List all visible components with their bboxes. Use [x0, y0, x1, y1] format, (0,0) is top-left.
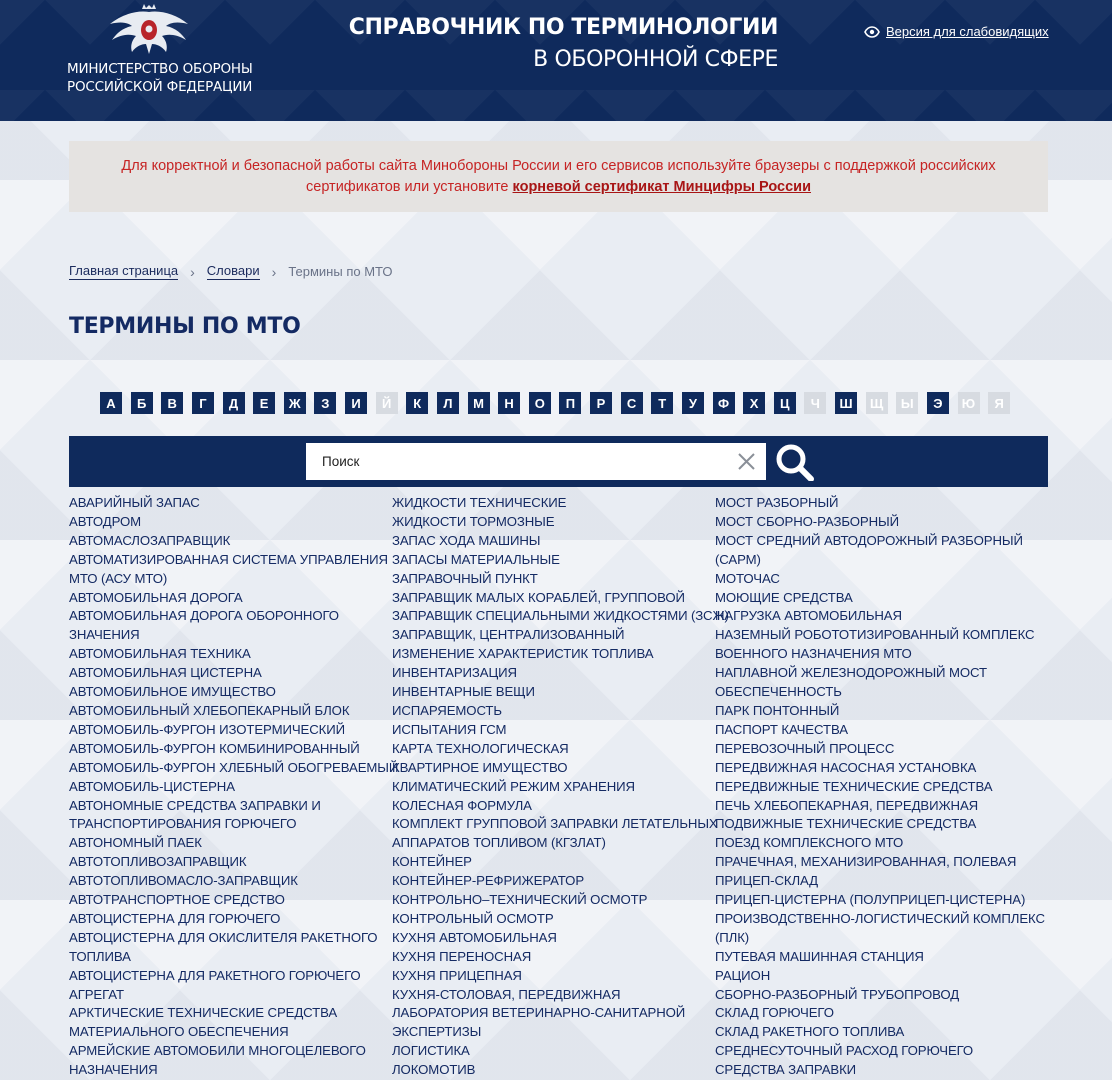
term-link[interactable]: КОМПЛЕКТ ГРУППОВОЙ ЗАПРАВКИ ЛЕТАТЕЛЬНЫХ: [392, 816, 718, 832]
alphabet-letter[interactable]: И: [345, 392, 367, 414]
terms-column-2: [392, 494, 729, 1080]
alphabet-letter[interactable]: У: [682, 392, 704, 414]
term-link[interactable]: ЗАПАСЫ МАТЕРИАЛЬНЫЕ: [392, 551, 560, 567]
alphabet-letter[interactable]: Д: [223, 392, 245, 414]
term-link[interactable]: МТО (АСУ МТО): [69, 570, 168, 586]
term-link[interactable]: СРЕДСТВА ЗАПРАВКИ: [715, 1062, 857, 1078]
term-link[interactable]: КЛИМАТИЧЕСКИЙ РЕЖИМ ХРАНЕНИЯ: [392, 778, 635, 794]
alphabet-letter[interactable]: Ф: [713, 392, 735, 414]
alphabet-letter[interactable]: Е: [253, 392, 275, 414]
term-link[interactable]: АППАРАТОВ ТОПЛИВОМ (КГЗЛАТ): [392, 835, 606, 851]
term-link[interactable]: ПРИЦЕП-ЦИСТЕРНА (ПОЛУПРИЦЕП-ЦИСТЕРНА): [715, 892, 1026, 908]
site-header: [0, 0, 1112, 121]
term-link[interactable]: ТРАНСПОРТИРОВАНИЯ ГОРЮЧЕГО: [69, 816, 297, 832]
term-link[interactable]: АВТОМОБИЛЬ-ФУРГОН КОМБИНИРОВАННЫЙ: [69, 740, 360, 756]
term-link[interactable]: АВТОЦИСТЕРНА ДЛЯ ОКИСЛИТЕЛЯ РАКЕТНОГО: [69, 929, 378, 945]
term-link[interactable]: АВТОМОБИЛЬНАЯ ДОРОГА ОБОРОННОГО: [69, 608, 339, 624]
term-link[interactable]: ИСПАРЯЕМОСТЬ: [392, 702, 502, 718]
term-link[interactable]: ЗАПРАВЩИК, ЦЕНТРАЛИЗОВАННЫЙ: [392, 627, 625, 643]
term-link[interactable]: АВТОТОПЛИВОМАСЛО-ЗАПРАВЩИК: [69, 873, 298, 889]
close-icon[interactable]: [737, 452, 756, 471]
term-link[interactable]: (ПЛК): [715, 929, 750, 945]
term-link[interactable]: АВТОЦИСТЕРНА ДЛЯ ГОРЮЧЕГО: [69, 910, 281, 926]
term-link[interactable]: АВТОМАТИЗИРОВАННАЯ СИСТЕМА УПРАВЛЕНИЯ: [69, 551, 388, 567]
search-input-value: Поиск: [322, 454, 360, 469]
accessibility-version-link[interactable]: [864, 24, 1049, 39]
notice-text: Для корректной и безопасной работы сайта Минобороны России и его сервисов используйте браузеры с поддержкой российских сертификатов или установите: [121, 158, 996, 195]
term-link[interactable]: РАЦИОН: [715, 967, 771, 983]
breadcrumb: [69, 263, 393, 280]
alphabet-letter[interactable]: К: [406, 392, 428, 414]
terms-column-3: [715, 494, 1045, 1080]
term-link[interactable]: КУХНЯ ПРИЦЕПНАЯ: [392, 967, 522, 983]
breadcrumb-home[interactable]: Главная страница: [69, 263, 179, 278]
breadcrumb-separator-icon: ›: [271, 263, 277, 280]
page-title: ТЕРМИНЫ ПО МТО: [69, 314, 301, 339]
term-link[interactable]: КОНТЕЙНЕР: [392, 854, 472, 870]
term-link[interactable]: СРЕДНЕСУТОЧНЫЙ РАСХОД ГОРЮЧЕГО: [715, 1043, 974, 1059]
alphabet-filter: [100, 392, 1019, 414]
site-title-line1: СПРАВОЧНИК ПО ТЕРМИНОЛОГИИ: [348, 15, 778, 40]
term-link[interactable]: ЭКСПЕРТИЗЫ: [392, 1024, 482, 1040]
term-link[interactable]: АВТОМОБИЛЬНАЯ ДОРОГА: [69, 589, 243, 605]
term-link[interactable]: ПЕРЕВОЗОЧНЫЙ ПРОЦЕСС: [715, 740, 895, 756]
term-link[interactable]: ЗНАЧЕНИЯ: [69, 627, 140, 643]
breadcrumb-current: Термины по МТО: [288, 264, 393, 279]
term-link[interactable]: АВТОНОМНЫЕ СРЕДСТВА ЗАПРАВКИ И: [69, 797, 321, 813]
term-link[interactable]: КАРТА ТЕХНОЛОГИЧЕСКАЯ: [392, 740, 569, 756]
term-link[interactable]: КОНТЕЙНЕР-РЕФРИЖЕРАТОР: [392, 873, 585, 889]
alphabet-letter[interactable]: Ш: [835, 392, 857, 414]
alphabet-letter: Ы: [896, 392, 918, 414]
term-link[interactable]: МОСТ СРЕДНИЙ АВТОДОРОЖНЫЙ РАЗБОРНЫЙ: [715, 532, 1023, 548]
term-link[interactable]: КОНТРОЛЬНО–ТЕХНИЧЕСКИЙ ОСМОТР: [392, 892, 648, 908]
term-link[interactable]: СБОРНО-РАЗБОРНЫЙ ТРУБОПРОВОД: [715, 986, 960, 1002]
term-link[interactable]: НАГРУЗКА АВТОМОБИЛЬНАЯ: [715, 608, 902, 624]
term-link[interactable]: НАПЛАВНОЙ ЖЕЛЕЗНОДОРОЖНЫЙ МОСТ: [715, 665, 987, 681]
term-link[interactable]: АВТОТОПЛИВОЗАПРАВЩИК: [69, 854, 247, 870]
breadcrumb-dictionaries[interactable]: Словари: [206, 263, 260, 278]
alphabet-letter: Ю: [958, 392, 980, 414]
certificate-notice: [69, 141, 1048, 212]
alphabet-letter[interactable]: Ц: [774, 392, 796, 414]
alphabet-letter[interactable]: Л: [437, 392, 459, 414]
eye-icon: [864, 26, 880, 38]
term-link[interactable]: НАЗНАЧЕНИЯ: [69, 1062, 158, 1078]
term-link[interactable]: АВТОМОБИЛЬ-ЦИСТЕРНА: [69, 778, 235, 794]
alphabet-letter[interactable]: З: [314, 392, 336, 414]
alphabet-letter[interactable]: Ж: [284, 392, 306, 414]
term-link[interactable]: ИНВЕНТАРИЗАЦИЯ: [392, 665, 517, 681]
term-link[interactable]: НАЗЕМНЫЙ РОБОТОТИЗИРОВАННЫЙ КОМПЛЕКС: [715, 627, 1035, 643]
term-link[interactable]: ПРИЦЕП-СКЛАД: [715, 873, 818, 889]
alphabet-letter[interactable]: Э: [927, 392, 949, 414]
term-link[interactable]: АВТОМАСЛОЗАПРАВЩИК: [69, 532, 231, 548]
alphabet-letter[interactable]: О: [529, 392, 551, 414]
term-link[interactable]: ПЕРЕДВИЖНАЯ НАСОСНАЯ УСТАНОВКА: [715, 759, 977, 775]
alphabet-letter[interactable]: Н: [498, 392, 520, 414]
term-link[interactable]: АРКТИЧЕСКИЕ ТЕХНИЧЕСКИЕ СРЕДСТВА: [69, 1005, 338, 1021]
alphabet-letter[interactable]: Р: [590, 392, 612, 414]
term-link[interactable]: АВТОТРАНСПОРТНОЕ СРЕДСТВО: [69, 892, 285, 908]
term-link[interactable]: АВТОМОБИЛЬ-ФУРГОН ИЗОТЕРМИЧЕСКИЙ: [69, 721, 346, 737]
term-link[interactable]: ПРОИЗВОДСТВЕННО-ЛОГИСТИЧЕСКИЙ КОМПЛЕКС: [715, 910, 1045, 926]
term-link[interactable]: ПЕЧЬ ХЛЕБОПЕКАРНАЯ, ПЕРЕДВИЖНАЯ: [715, 797, 979, 813]
terms-column-1: [69, 494, 398, 1080]
term-link[interactable]: АРМЕЙСКИЕ АВТОМОБИЛИ МНОГОЦЕЛЕВОГО: [69, 1043, 366, 1059]
term-link[interactable]: АВТОМОБИЛЬ-ФУРГОН ХЛЕБНЫЙ ОБОГРЕВАЕМЫЙ: [69, 759, 399, 775]
term-link[interactable]: ИНВЕНТАРНЫЕ ВЕЩИ: [392, 684, 535, 700]
ministry-line1: МИНИСТЕРСТВО ОБОРОНЫ: [67, 61, 253, 77]
search-icon[interactable]: [776, 443, 814, 481]
term-link[interactable]: ТОПЛИВА: [69, 948, 131, 964]
breadcrumb-separator-icon: ›: [190, 263, 195, 280]
term-link[interactable]: ПЕРЕДВИЖНЫЕ ТЕХНИЧЕСКИЕ СРЕДСТВА: [715, 778, 993, 794]
term-link[interactable]: МОЮЩИЕ СРЕДСТВА: [715, 589, 853, 605]
alphabet-letter[interactable]: П: [559, 392, 581, 414]
alphabet-letter[interactable]: В: [161, 392, 183, 414]
term-link[interactable]: ПРАЧЕЧНАЯ, МЕХАНИЗИРОВАННАЯ, ПОЛЕВАЯ: [715, 854, 1017, 870]
term-link[interactable]: АВТОНОМНЫЙ ПАЕК: [69, 835, 202, 851]
term-link[interactable]: ПУТЕВАЯ МАШИННАЯ СТАНЦИЯ: [715, 948, 924, 964]
term-link[interactable]: КУХНЯ ПЕРЕНОСНАЯ: [392, 948, 532, 964]
term-link[interactable]: ЛАБОРАТОРИЯ ВЕТЕРИНАРНО-САНИТАРНОЙ: [392, 1005, 686, 1021]
term-link[interactable]: ОБЕСПЕЧЕННОСТЬ: [715, 684, 842, 700]
term-link[interactable]: ЛОКОМОТИВ: [392, 1062, 476, 1078]
root-certificate-link[interactable]: корневой сертификат Минцифры России: [512, 179, 811, 195]
term-link[interactable]: ЛОГИСТИКА: [392, 1043, 470, 1059]
term-link[interactable]: МОСТ РАЗБОРНЫЙ: [715, 495, 839, 510]
ministry-line2: РОССИЙСКОЙ ФЕДЕРАЦИИ: [67, 79, 253, 95]
term-link[interactable]: АВТОМОБИЛЬНОЕ ИМУЩЕСТВО: [69, 684, 276, 700]
term-link[interactable]: ПОДВИЖНЫЕ ТЕХНИЧЕСКИЕ СРЕДСТВА: [715, 816, 977, 832]
site-title-line2: В ОБОРОННОЙ СФЕРЕ: [533, 47, 778, 72]
alphabet-letter[interactable]: Б: [131, 392, 153, 414]
search-input[interactable]: [306, 443, 766, 480]
term-link[interactable]: КУХНЯ-СТОЛОВАЯ, ПЕРЕДВИЖНАЯ: [392, 986, 621, 1002]
alphabet-letter[interactable]: С: [621, 392, 643, 414]
term-link[interactable]: МАТЕРИАЛЬНОГО ОБЕСПЕЧЕНИЯ: [69, 1024, 289, 1040]
term-link[interactable]: АВАРИЙНЫЙ ЗАПАС: [69, 495, 200, 510]
term-link[interactable]: ИЗМЕНЕНИЕ ХАРАКТЕРИСТИК ТОПЛИВА: [392, 646, 654, 662]
term-link[interactable]: СКЛАД ГОРЮЧЕГО: [715, 1005, 834, 1021]
alphabet-letter: Й: [376, 392, 398, 414]
term-link[interactable]: КОНТРОЛЬНЫЙ ОСМОТР: [392, 910, 554, 926]
term-link[interactable]: КОЛЕСНАЯ ФОРМУЛА: [392, 797, 532, 813]
term-link[interactable]: КВАРТИРНОЕ ИМУЩЕСТВО: [392, 759, 568, 775]
term-link[interactable]: МОТОЧАС: [715, 570, 780, 586]
term-link[interactable]: ПОЕЗД КОМПЛЕКСНОГО МТО: [715, 835, 904, 851]
site-title: [349, 12, 778, 76]
term-link[interactable]: ВОЕННОГО НАЗНАЧЕНИЯ МТО: [715, 646, 912, 662]
alphabet-letter[interactable]: Х: [743, 392, 765, 414]
term-link[interactable]: ЖИДКОСТИ ТОРМОЗНЫЕ: [392, 513, 555, 529]
term-link[interactable]: ЗАПРАВЩИК СПЕЦИАЛЬНЫМИ ЖИДКОСТЯМИ (ЗСЖ): [392, 608, 729, 624]
alphabet-letter[interactable]: Г: [192, 392, 214, 414]
term-link[interactable]: АГРЕГАТ: [69, 986, 124, 1002]
term-link[interactable]: КУХНЯ АВТОМОБИЛЬНАЯ: [392, 929, 557, 945]
alphabet-letter: Щ: [866, 392, 888, 414]
alphabet-letter[interactable]: Т: [651, 392, 673, 414]
emblem-icon[interactable]: [108, 4, 190, 56]
term-link[interactable]: ЗАПРАВОЧНЫЙ ПУНКТ: [392, 570, 538, 586]
accessibility-label: Версия для слабовидящих: [886, 24, 1049, 39]
term-link[interactable]: СКЛАД РАКЕТНОГО ТОПЛИВА: [715, 1024, 905, 1040]
term-link[interactable]: ПАРК ПОНТОННЫЙ: [715, 702, 840, 718]
term-link[interactable]: ЗАПАС ХОДА МАШИНЫ: [392, 532, 541, 548]
term-link[interactable]: ЖИДКОСТИ ТЕХНИЧЕСКИЕ: [392, 495, 567, 510]
term-link[interactable]: (САРМ): [715, 551, 761, 567]
term-link[interactable]: АВТОМОБИЛЬНАЯ ТЕХНИКА: [69, 646, 251, 662]
term-link[interactable]: АВТОМОБИЛЬНАЯ ЦИСТЕРНА: [69, 665, 262, 681]
term-link[interactable]: МОСТ СБОРНО-РАЗБОРНЫЙ: [715, 513, 899, 529]
term-link[interactable]: АВТОМОБИЛЬНЫЙ ХЛЕБОПЕКАРНЫЙ БЛОК: [69, 702, 350, 718]
ministry-name[interactable]: [67, 60, 253, 96]
alphabet-letter[interactable]: А: [100, 392, 122, 414]
alphabet-letter[interactable]: М: [468, 392, 490, 414]
term-link[interactable]: АВТОДРОМ: [69, 513, 142, 529]
term-link[interactable]: ИСПЫТАНИЯ ГСМ: [392, 721, 507, 737]
term-link[interactable]: ПАСПОРТ КАЧЕСТВА: [715, 721, 848, 737]
alphabet-letter: Ч: [804, 392, 826, 414]
term-link[interactable]: АВТОЦИСТЕРНА ДЛЯ РАКЕТНОГО ГОРЮЧЕГО: [69, 967, 361, 983]
alphabet-letter: Я: [988, 392, 1010, 414]
term-link[interactable]: ЗАПРАВЩИК МАЛЫХ КОРАБЛЕЙ, ГРУППОВОЙ: [392, 589, 685, 605]
